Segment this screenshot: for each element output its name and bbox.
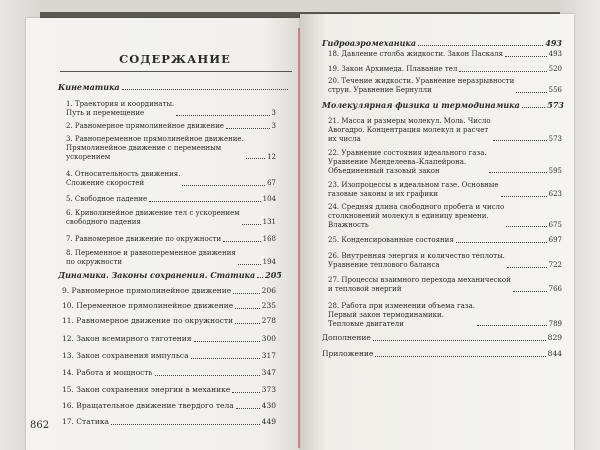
toc-entry-page: 235 (261, 301, 276, 310)
section-kinematics-label: Кинематика (58, 82, 120, 92)
dot-leader (375, 356, 545, 357)
toc-entry-text: 1. Траектория и координаты. Путь и перемещение (66, 100, 175, 117)
toc-entry-page: 789 (548, 319, 562, 328)
dot-leader (246, 158, 265, 159)
toc-entry (328, 203, 562, 229)
section-dynamics (58, 270, 280, 280)
toc-entry-text: 13. Закон сохранения импульса (62, 351, 189, 360)
toc-entry-page: 829 (547, 333, 562, 342)
toc-entry-text: 23. Изопроцессы в идеальном газе. Основные газовые законы и их графики (328, 181, 499, 198)
section-dynamics-page: 205 (265, 270, 282, 280)
toc-entry-page: 3 (271, 122, 276, 130)
toc-entry-text: 16. Вращательное движение твердого тела (62, 401, 234, 410)
toc-entry-page: 766 (548, 284, 562, 293)
dot-leader (459, 71, 546, 72)
dot-leader (194, 341, 260, 342)
toc-entry-text: 2. Равномерное прямолинейное движение (66, 122, 224, 130)
dot-leader (257, 277, 263, 278)
dot-leader (489, 172, 547, 173)
toc-entry (66, 235, 276, 244)
toc-entry (62, 369, 276, 378)
toc-entry-text: 14. Работа и мощность (62, 368, 153, 377)
dot-leader (507, 267, 547, 268)
dot-leader (191, 358, 260, 359)
dot-leader (493, 140, 547, 141)
toc-entry (66, 249, 276, 267)
toc-entry (66, 135, 276, 161)
dot-leader (235, 323, 260, 324)
toc-entry-page: 3 (271, 108, 276, 117)
dot-leader (506, 226, 546, 227)
toc-entry (328, 236, 562, 245)
toc-entry-text: 22. Уравнение состояния идеального газа. Уравнение Менделеева–Клапейрона. Объединенный газовый закон (328, 149, 487, 175)
dot-leader (477, 325, 547, 326)
toc-entry-text: 25. Конденсированные состояния (328, 236, 454, 244)
toc-entry-page: 493 (548, 50, 562, 58)
dot-leader (223, 241, 260, 242)
dot-leader (501, 196, 547, 197)
dot-leader (232, 392, 259, 393)
toc-entry-page: 347 (261, 368, 276, 377)
dot-leader (149, 201, 260, 202)
toc-entry-text: 17. Статика (62, 417, 109, 426)
toc-entry-page: 675 (548, 220, 562, 229)
toc-entry-text: 11. Равномерное движение по окружности (62, 316, 234, 325)
toc-entry-text: 6. Криволинейное движение тел с ускорением свободного падения (66, 209, 240, 226)
toc-entry-text: 7. Равномерное движение по окружности (66, 235, 222, 243)
toc-entry (62, 402, 276, 411)
toc-entry-page: 168 (262, 235, 276, 243)
toc-entry-text: 5. Свободное падение (66, 195, 148, 203)
dot-leader (238, 264, 261, 265)
page-title: СОДЕРЖАНИЕ (119, 52, 231, 66)
title-rule (60, 71, 292, 72)
toc-entry-text: 3. Равнопеременное прямолинейное движение. Прямолинейное движение с переменным ускорением (66, 135, 244, 161)
dot-leader (236, 408, 260, 409)
dot-leader (418, 45, 543, 46)
dot-leader (522, 107, 546, 108)
toc-entry (328, 181, 562, 199)
toc-entry-page: 595 (548, 166, 562, 175)
toc-entry (328, 252, 562, 270)
toc-entry-page: 430 (261, 401, 276, 410)
toc-entry-text: 9. Равномерное прямолинейное движение (62, 286, 232, 295)
section-kinematics (58, 82, 290, 92)
toc-entry (328, 302, 562, 328)
section-molecular (322, 100, 564, 110)
dot-leader (226, 128, 270, 129)
book-cover-top (0, 0, 600, 12)
toc-entry-text: 4. Относительность движения. Сложение скоростей (66, 170, 181, 187)
toc-entry-page: 844 (547, 349, 562, 358)
toc-entry (328, 65, 562, 74)
toc-entry-page: 206 (261, 286, 276, 295)
toc-entry (62, 317, 276, 326)
toc-entry-text: Дополнение (322, 333, 371, 342)
toc-entry (328, 149, 562, 175)
dot-leader (456, 242, 547, 243)
section-molecular-label: Молекулярная физика и термодинамика (322, 100, 520, 110)
dot-leader (122, 89, 288, 90)
dot-leader (233, 293, 259, 294)
toc-entry (62, 386, 276, 395)
section-hydro-label: Гидроаэромеханика (322, 38, 416, 48)
toc-entry-page: 722 (548, 260, 562, 269)
toc-entry-page: 556 (548, 85, 562, 94)
toc-entry-text: 24. Средняя длина свободного пробега и число столкновений молекул в единицу времени. Влажность (328, 203, 505, 229)
dot-leader (516, 92, 546, 93)
toc-entry (62, 287, 276, 296)
toc-entry-page: 449 (261, 417, 276, 426)
toc-entry-page: 300 (261, 334, 276, 343)
toc-entry-text: 26. Внутренняя энергия и количество теплоты. Уравнение теплового баланса (328, 252, 505, 269)
toc-entry-page: 373 (261, 385, 276, 394)
toc-entry-page: 67 (267, 178, 276, 187)
section-dynamics-label: Динамика. Законы сохранения. Статика (58, 270, 256, 280)
dot-leader (242, 224, 261, 225)
toc-entry-text: 28. Работа при изменении объема газа. Первый закон термодинамики. Тепловые двигатели (328, 302, 476, 328)
page-number: 862 (30, 420, 50, 431)
dot-leader (155, 375, 260, 376)
dot-leader (373, 340, 546, 341)
toc-entry-text: 12. Закон всемирного тяготения (62, 334, 192, 343)
toc-entry-text: 10. Переменное прямолинейное движение (62, 301, 234, 310)
toc-entry-text: 18. Давление столба жидкости. Закон Паскаля (328, 50, 504, 58)
toc-entry-page: 623 (548, 189, 562, 198)
toc-entry-page: 520 (548, 65, 562, 73)
toc-entry-text: 19. Закон Архимеда. Плавание тел (328, 65, 458, 73)
dot-leader (111, 424, 260, 425)
toc-entry (66, 209, 276, 227)
dot-leader (235, 308, 260, 309)
toc-entry-text: 21. Масса и размеры молекул. Моль. Число Авогадро. Концентрация молекул и расчет их числа (328, 117, 491, 143)
book-spine-edge (298, 28, 300, 448)
toc-entry-text: 15. Закон сохранения энергии в механике (62, 385, 231, 394)
dot-leader (513, 291, 547, 292)
toc-entry-page: 194 (262, 257, 276, 266)
dot-leader (505, 56, 547, 57)
toc-entry (328, 50, 562, 59)
toc-entry (322, 350, 562, 359)
section-hydro (322, 38, 562, 48)
toc-entry-page: 12 (267, 152, 276, 161)
toc-entry (328, 276, 562, 294)
toc-entry (62, 302, 276, 311)
toc-entry-text: 8. Переменное и равнопеременное движения по окружности (66, 249, 236, 266)
toc-entry-page: 131 (262, 217, 276, 226)
toc-entry-text: 27. Процессы взаимного перехода механической и тепловой энергий (328, 276, 511, 293)
toc-entry (328, 117, 562, 143)
toc-entry (66, 170, 276, 188)
toc-entry-page: 317 (261, 351, 276, 360)
toc-entry-page: 278 (261, 316, 276, 325)
toc-entry (322, 334, 562, 343)
dot-leader (176, 115, 269, 116)
section-molecular-page: 573 (547, 100, 564, 110)
section-hydro-page: 493 (545, 38, 562, 48)
toc-entry-page: 104 (262, 195, 276, 203)
toc-entry (66, 195, 276, 204)
toc-entry (66, 122, 276, 131)
toc-entry-text: 20. Течение жидкости. Уравнение неразрывности струи. Уравнение Бернулли (328, 77, 515, 94)
toc-entry-text: Приложение (322, 349, 374, 358)
toc-entry (62, 418, 276, 427)
toc-entry (62, 335, 276, 344)
toc-entry (66, 100, 276, 118)
toc-entry (328, 77, 562, 95)
toc-entry (62, 352, 276, 361)
toc-entry-page: 697 (548, 236, 562, 244)
dot-leader (182, 185, 265, 186)
toc-entry-page: 573 (548, 134, 562, 143)
